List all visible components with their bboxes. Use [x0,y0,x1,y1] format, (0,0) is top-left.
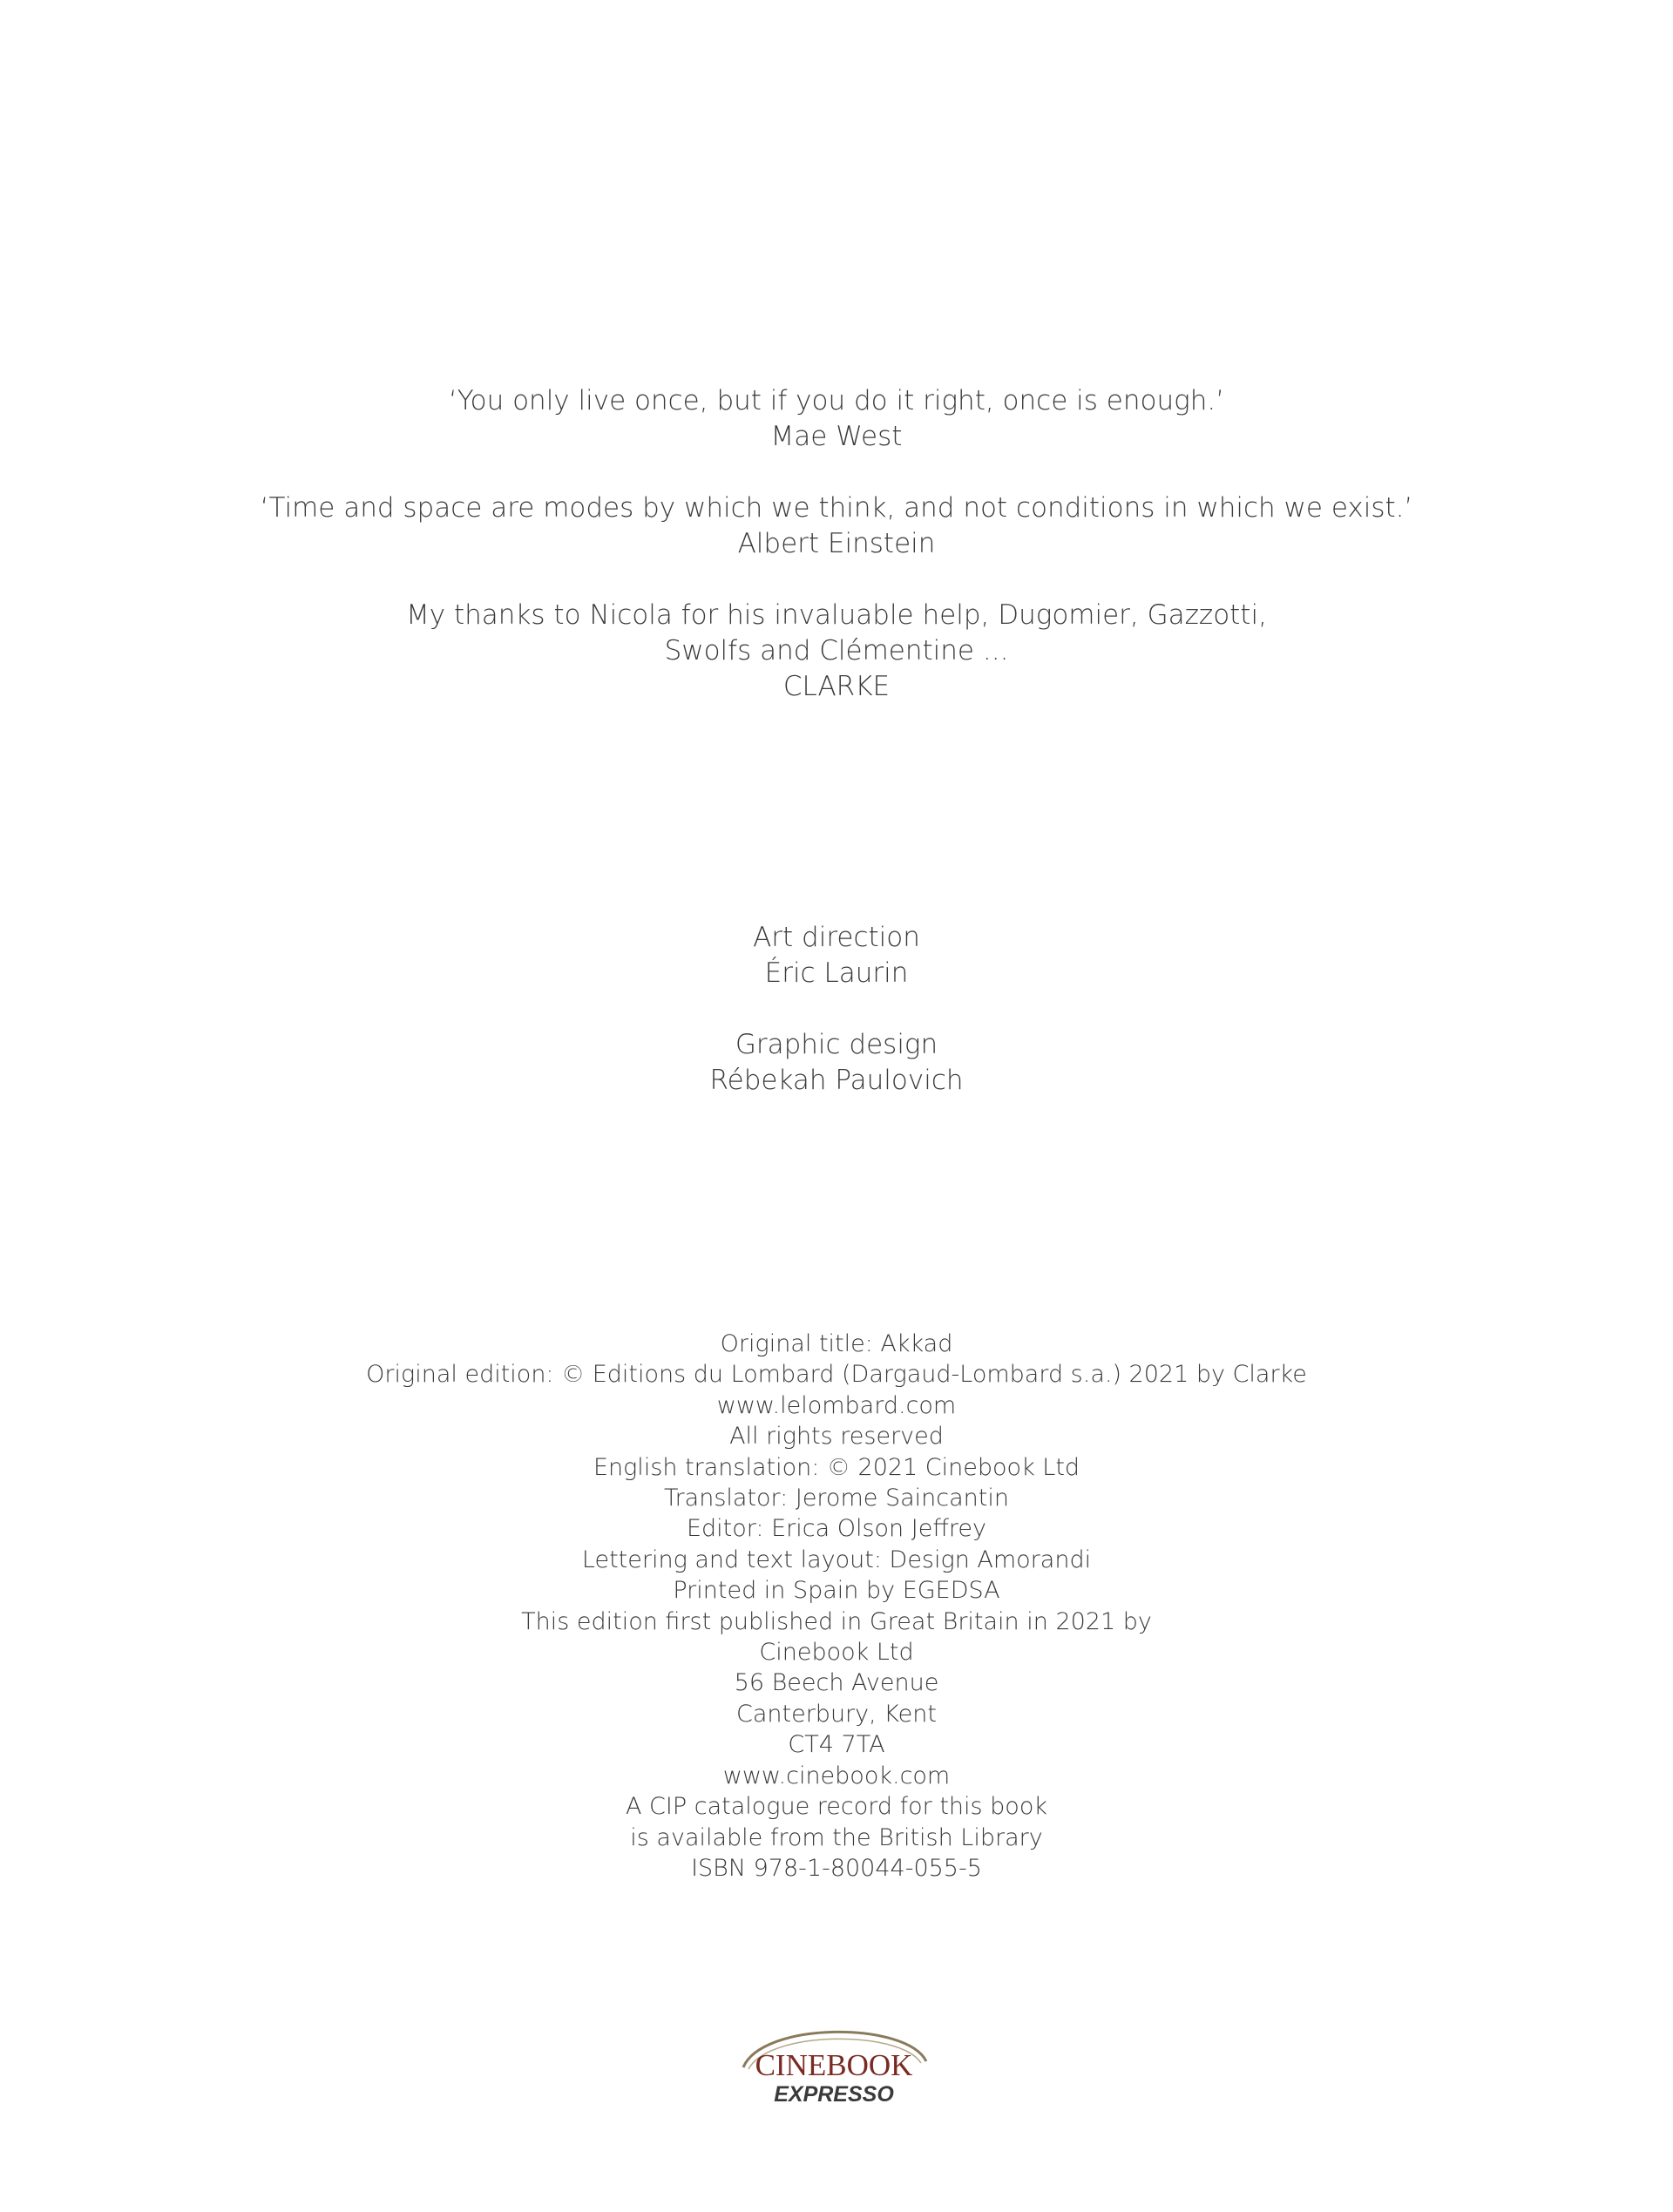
legal-line: Printed in Spain by EGEDSA [673,1577,1000,1605]
art-direction-label: Art direction [753,922,920,953]
thanks-line-2: Swolfs and Clémentine ... [664,635,1009,666]
legal-line: Original title: Akkad [720,1330,953,1357]
graphic-design-label: Graphic design [735,1029,938,1060]
thanks-line-1: My thanks to Nicola for his invaluable help, Dugomier, Gazzotti, [406,599,1267,631]
author-signature: CLARKE [782,671,891,702]
graphic-design-name: Rébekah Paulovich [709,1065,964,1096]
quote-author-mae-west: Mae West [770,421,903,452]
legal-notice [0,1329,1673,1884]
logo-brand-text: CINEBOOK [755,2048,913,2082]
design-credits [0,920,1673,1099]
legal-line: English translation: © 2021 Cinebook Ltd [593,1453,1080,1481]
quote-einstein: ‘Time and space are modes by which we think, and not conditions in which we exist.’ [260,492,1413,524]
legal-line: Editor: Erica Olson Jeffrey [686,1515,987,1543]
legal-line: A CIP catalogue record for this book [626,1793,1047,1821]
legal-line: Lettering and text layout: Design Amorandi [581,1546,1092,1573]
legal-line: is available from the British Library [630,1823,1043,1851]
legal-line: Cinebook Ltd [759,1639,914,1667]
cinebook-expresso-logo [736,2019,932,2107]
epigraph-section [0,383,1673,705]
legal-line: Canterbury, Kent [736,1700,937,1728]
legal-line: ISBN 978-1-80044-055-5 [691,1854,982,1882]
legal-line: www.lelombard.com [716,1391,957,1419]
art-direction-name: Éric Laurin [764,957,909,989]
logo-sub-text: EXPRESSO [774,2082,894,2107]
legal-line: Translator: Jerome Saincantin [664,1485,1009,1512]
legal-line: Original edition: © Editions du Lombard (Dargaud-Lombard s.a.) 2021 by Clarke [366,1361,1307,1389]
quote-mae-west: ‘You only live once, but if you do it right, once is enough.’ [448,385,1225,416]
quote-author-einstein: Albert Einstein [737,528,936,559]
legal-line: This edition first published in Great Britain in 2021 by [521,1607,1152,1635]
legal-line: All rights reserved [729,1423,944,1451]
legal-line: 56 Beech Avenue [734,1669,939,1697]
legal-line: CT4 7TA [788,1731,885,1759]
legal-line: www.cinebook.com [722,1762,951,1789]
